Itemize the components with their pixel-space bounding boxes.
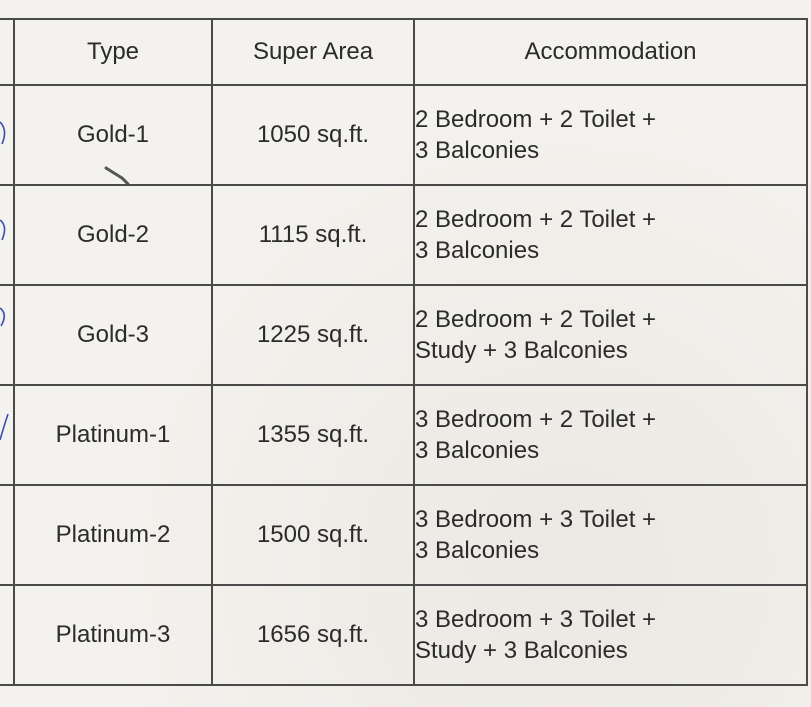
type-cell: Gold-1 xyxy=(14,85,212,185)
accommodation-line: 3 Balconies xyxy=(415,237,540,264)
accommodation-line: 2 Bedroom + 2 Toilet + xyxy=(415,306,657,333)
accommodation-line: 3 Balconies xyxy=(415,437,540,464)
super-area-cell: 1355 sq.ft. xyxy=(212,385,414,485)
stub-cell xyxy=(0,485,14,585)
accommodation-cell xyxy=(414,485,807,585)
pen-tick-icon xyxy=(0,306,10,332)
type-header: Type xyxy=(14,19,212,85)
type-cell: Gold-2 xyxy=(14,185,212,285)
pen-tick-icon xyxy=(0,120,10,146)
accommodation-cell xyxy=(414,85,807,185)
table-header-row xyxy=(0,19,807,85)
accommodation-header: Accommodation xyxy=(414,19,807,85)
super-area-cell: 1050 sq.ft. xyxy=(212,85,414,185)
accommodation-line: Study + 3 Balconies xyxy=(415,337,628,364)
super-area-cell: 1225 sq.ft. xyxy=(212,285,414,385)
table-row xyxy=(0,185,807,285)
accommodation-line: 3 Bedroom + 3 Toilet + xyxy=(415,606,657,633)
super-area-header: Super Area xyxy=(212,19,414,85)
table-row xyxy=(0,585,807,685)
type-cell: Platinum-1 xyxy=(14,385,212,485)
accommodation-line: Study + 3 Balconies xyxy=(415,637,628,664)
accommodation-cell xyxy=(414,585,807,685)
type-cell: Platinum-3 xyxy=(14,585,212,685)
type-cell: Platinum-2 xyxy=(14,485,212,585)
pen-tick-icon xyxy=(0,414,10,440)
accommodation-line: 3 Balconies xyxy=(415,537,540,564)
super-area-cell: 1656 sq.ft. xyxy=(212,585,414,685)
accommodation-line: 3 Bedroom + 3 Toilet + xyxy=(415,506,657,533)
accommodation-cell xyxy=(414,385,807,485)
stub-cell xyxy=(0,585,14,685)
accommodation-line: 2 Bedroom + 2 Toilet + xyxy=(415,106,657,133)
accommodation-line: 3 Bedroom + 2 Toilet + xyxy=(415,406,657,433)
table-row xyxy=(0,485,807,585)
stub-cell xyxy=(0,285,14,385)
apartment-types-table xyxy=(0,18,808,686)
accommodation-line: 2 Bedroom + 2 Toilet + xyxy=(415,206,657,233)
table-row xyxy=(0,385,807,485)
pen-tick-icon xyxy=(0,218,10,244)
accommodation-line: 3 Balconies xyxy=(415,137,540,164)
super-area-cell: 1115 sq.ft. xyxy=(212,185,414,285)
table-row xyxy=(0,285,807,385)
stub-header xyxy=(0,19,14,85)
accommodation-cell xyxy=(414,185,807,285)
accommodation-cell xyxy=(414,285,807,385)
type-cell: Gold-3 xyxy=(14,285,212,385)
pencil-mark-icon xyxy=(104,164,134,188)
super-area-cell: 1500 sq.ft. xyxy=(212,485,414,585)
